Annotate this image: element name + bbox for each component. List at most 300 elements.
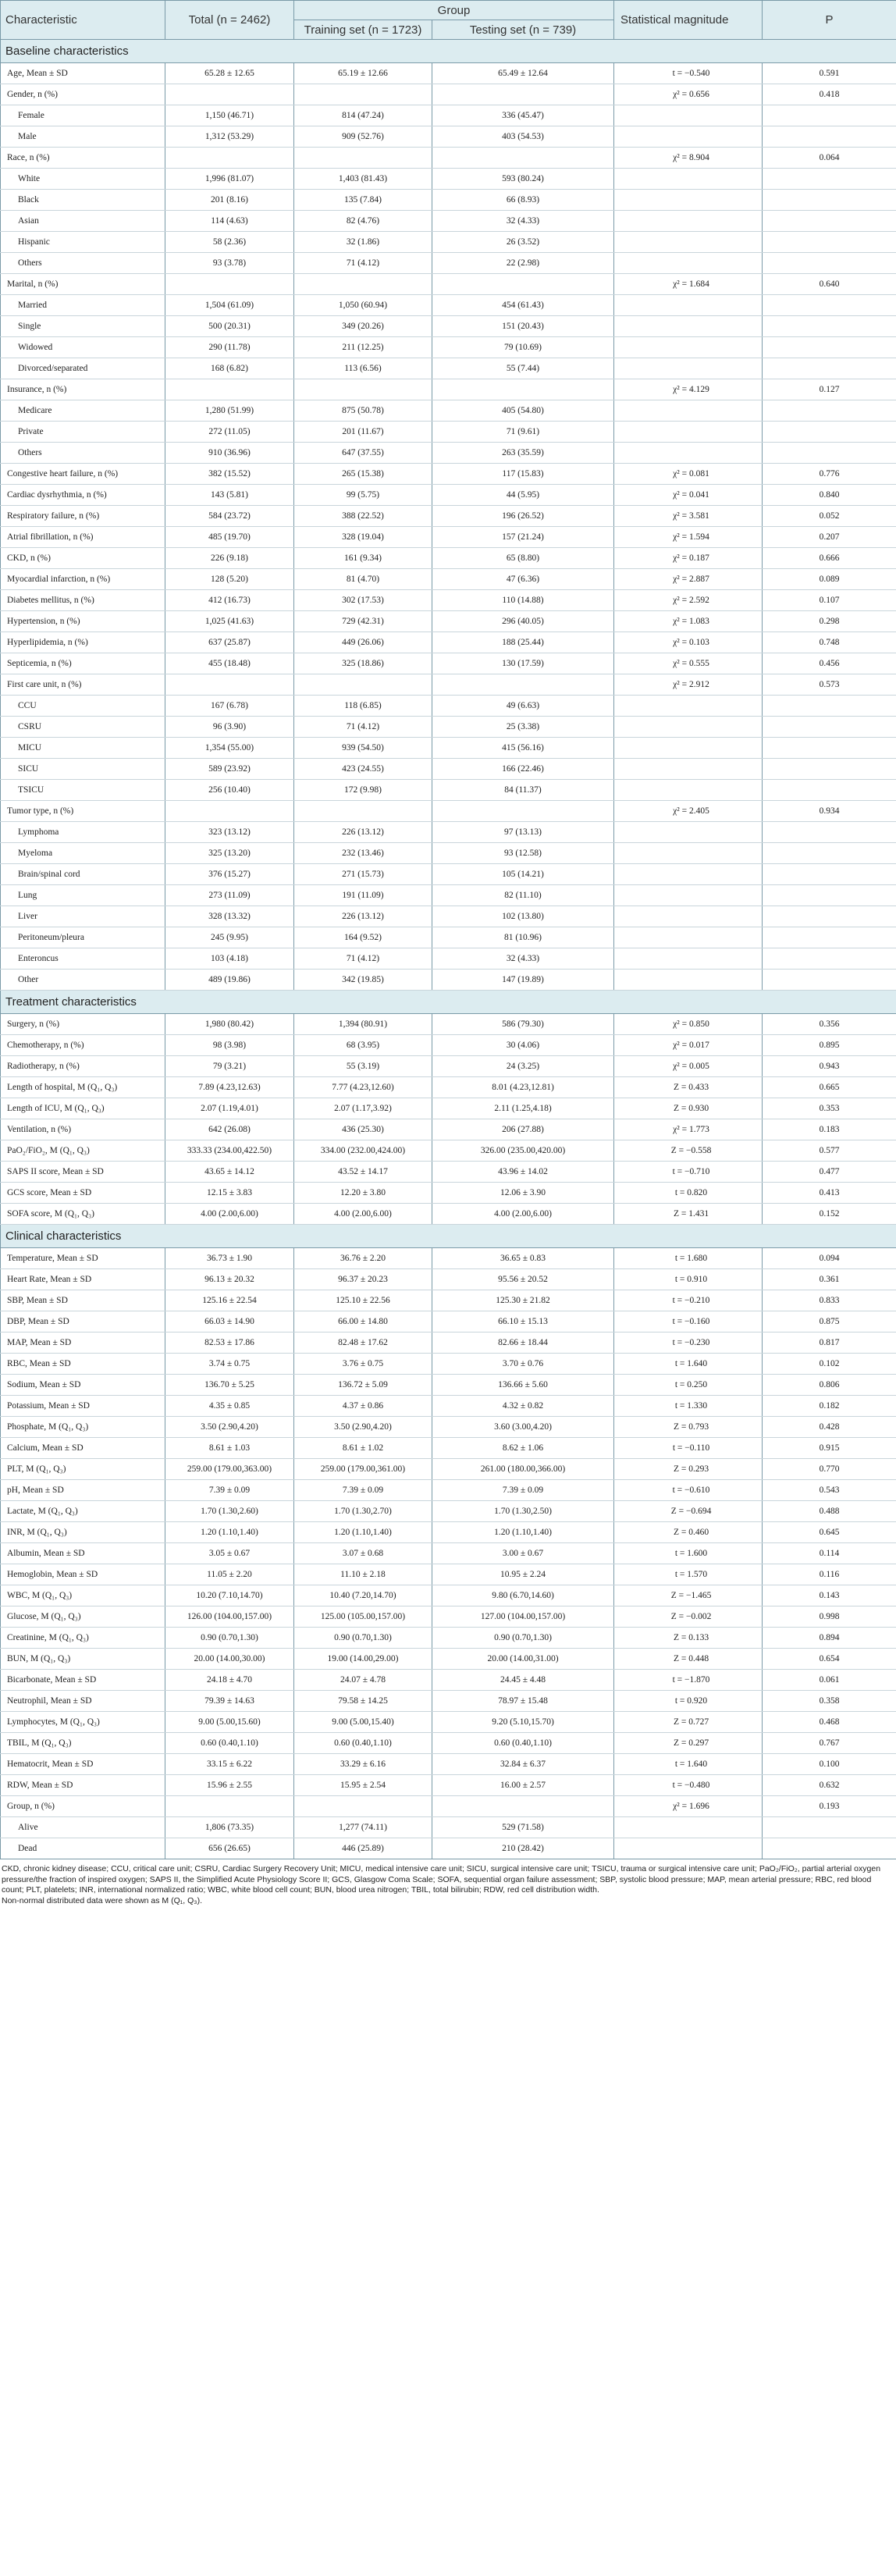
cell-testing: 130 (17.59)	[432, 653, 614, 674]
table-row	[1, 822, 896, 843]
cell-testing	[432, 84, 614, 105]
cell-p	[763, 105, 896, 126]
cell-statistic	[614, 400, 763, 422]
cell-p	[763, 337, 896, 358]
cell-statistic: Z = −0.002	[614, 1606, 763, 1628]
cell-training: 211 (12.25)	[294, 337, 432, 358]
cell-statistic: t = 1.570	[614, 1564, 763, 1585]
cell-statistic	[614, 422, 763, 443]
cell-training: 4.37 ± 0.86	[294, 1396, 432, 1417]
table-row	[1, 506, 896, 527]
cell-testing: 7.39 ± 0.09	[432, 1480, 614, 1501]
cell-testing	[432, 674, 614, 696]
table-row	[1, 927, 896, 948]
cell-p: 0.193	[763, 1796, 896, 1817]
cell-testing: 147 (19.89)	[432, 970, 614, 991]
cell-statistic: t = 1.640	[614, 1354, 763, 1375]
cell-total: 245 (9.95)	[165, 927, 294, 948]
cell-p: 0.298	[763, 611, 896, 632]
cell-p: 0.894	[763, 1628, 896, 1649]
row-label: Race, n (%)	[1, 148, 165, 169]
cell-statistic: χ² = 8.904	[614, 148, 763, 169]
table-row	[1, 590, 896, 611]
cell-testing: 97 (13.13)	[432, 822, 614, 843]
cell-training: 24.07 ± 4.78	[294, 1670, 432, 1691]
table-row	[1, 696, 896, 717]
cell-statistic: χ² = 0.005	[614, 1056, 763, 1077]
cell-statistic: Z = −0.558	[614, 1140, 763, 1162]
cell-training	[294, 84, 432, 105]
cell-total: 910 (36.96)	[165, 443, 294, 464]
row-label: Others	[1, 253, 165, 274]
row-label: INR, M (Q₁, Q₃)	[1, 1522, 165, 1543]
cell-p	[763, 316, 896, 337]
cell-total: 328 (13.32)	[165, 906, 294, 927]
cell-statistic	[614, 295, 763, 316]
table-row	[1, 948, 896, 970]
table-row	[1, 1162, 896, 1183]
cell-testing: 196 (26.52)	[432, 506, 614, 527]
table-row	[1, 611, 896, 632]
cell-training: 1,394 (80.91)	[294, 1014, 432, 1035]
cell-training: 19.00 (14.00,29.00)	[294, 1649, 432, 1670]
cell-training: 7.39 ± 0.09	[294, 1480, 432, 1501]
header-group: Group	[294, 1, 614, 20]
cell-total: 485 (19.70)	[165, 527, 294, 548]
table-row	[1, 1564, 896, 1585]
cell-testing: 95.56 ± 20.52	[432, 1269, 614, 1290]
cell-statistic: t = 1.330	[614, 1396, 763, 1417]
cell-p: 0.943	[763, 1056, 896, 1077]
cell-training	[294, 274, 432, 295]
cell-testing: 110 (14.88)	[432, 590, 614, 611]
cell-testing	[432, 379, 614, 400]
cell-testing: 25 (3.38)	[432, 717, 614, 738]
cell-testing: 586 (79.30)	[432, 1014, 614, 1035]
cell-total: 79.39 ± 14.63	[165, 1691, 294, 1712]
cell-training: 334.00 (232.00,424.00)	[294, 1140, 432, 1162]
cell-testing: 166 (22.46)	[432, 759, 614, 780]
table-row	[1, 801, 896, 822]
cell-statistic	[614, 970, 763, 991]
cell-p: 0.468	[763, 1712, 896, 1733]
cell-total: 272 (11.05)	[165, 422, 294, 443]
row-label: Male	[1, 126, 165, 148]
row-label: Congestive heart failure, n (%)	[1, 464, 165, 485]
cell-statistic: Z = 0.297	[614, 1733, 763, 1754]
cell-training: 271 (15.73)	[294, 864, 432, 885]
table-row	[1, 190, 896, 211]
table-row	[1, 232, 896, 253]
cell-statistic: χ² = 2.405	[614, 801, 763, 822]
table-row	[1, 485, 896, 506]
row-label: Liver	[1, 906, 165, 927]
table-row	[1, 148, 896, 169]
cell-statistic: t = 1.600	[614, 1543, 763, 1564]
cell-training: 125.00 (105.00,157.00)	[294, 1606, 432, 1628]
cell-testing: 22 (2.98)	[432, 253, 614, 274]
cell-training: 3.07 ± 0.68	[294, 1543, 432, 1564]
cell-statistic: Z = 1.431	[614, 1204, 763, 1225]
row-label: Cardiac dysrhythmia, n (%)	[1, 485, 165, 506]
cell-p: 0.061	[763, 1670, 896, 1691]
cell-statistic: Z = 0.293	[614, 1459, 763, 1480]
cell-total: 143 (5.81)	[165, 485, 294, 506]
cell-testing: 10.95 ± 2.24	[432, 1564, 614, 1585]
row-label: Widowed	[1, 337, 165, 358]
table-row	[1, 527, 896, 548]
cell-training: 328 (19.04)	[294, 527, 432, 548]
cell-statistic	[614, 358, 763, 379]
cell-p: 0.806	[763, 1375, 896, 1396]
cell-total: 36.73 ± 1.90	[165, 1248, 294, 1269]
cell-total: 1,980 (80.42)	[165, 1014, 294, 1035]
cell-total: 1,312 (53.29)	[165, 126, 294, 148]
cell-training: 939 (54.50)	[294, 738, 432, 759]
cell-p: 0.052	[763, 506, 896, 527]
cell-training: 118 (6.85)	[294, 696, 432, 717]
cell-statistic	[614, 822, 763, 843]
cell-testing: 206 (27.88)	[432, 1119, 614, 1140]
cell-training: 66.00 ± 14.80	[294, 1311, 432, 1332]
row-label: BUN, M (Q₁, Q₃)	[1, 1649, 165, 1670]
cell-p: 0.654	[763, 1649, 896, 1670]
table-row	[1, 1119, 896, 1140]
table-row	[1, 169, 896, 190]
row-label: RDW, Mean ± SD	[1, 1775, 165, 1796]
footnote-normality: Non-normal distributed data were shown as M (Q₁, Q₃).	[2, 1896, 202, 1905]
cell-training: 15.95 ± 2.54	[294, 1775, 432, 1796]
cell-testing: 47 (6.36)	[432, 569, 614, 590]
table-row	[1, 1098, 896, 1119]
cell-p	[763, 190, 896, 211]
table-row	[1, 780, 896, 801]
cell-testing: 49 (6.63)	[432, 696, 614, 717]
table-row	[1, 63, 896, 84]
cell-statistic: χ² = 0.103	[614, 632, 763, 653]
row-label: PaO₂/FiO₂, M (Q₁, Q₃)	[1, 1140, 165, 1162]
cell-testing: 157 (21.24)	[432, 527, 614, 548]
cell-training: 1,050 (60.94)	[294, 295, 432, 316]
row-label: First care unit, n (%)	[1, 674, 165, 696]
cell-testing: 65.49 ± 12.64	[432, 63, 614, 84]
cell-total: 128 (5.20)	[165, 569, 294, 590]
cell-p	[763, 422, 896, 443]
header-testing: Testing set (n = 739)	[432, 20, 614, 40]
cell-training: 164 (9.52)	[294, 927, 432, 948]
row-label: Marital, n (%)	[1, 274, 165, 295]
cell-training	[294, 148, 432, 169]
cell-testing: 102 (13.80)	[432, 906, 614, 927]
cell-statistic: χ² = 2.887	[614, 569, 763, 590]
cell-total: 642 (26.08)	[165, 1119, 294, 1140]
cell-statistic: χ² = 1.594	[614, 527, 763, 548]
table-row	[1, 738, 896, 759]
table-row	[1, 548, 896, 569]
table-row	[1, 1712, 896, 1733]
cell-total	[165, 148, 294, 169]
row-label: SAPS II score, Mean ± SD	[1, 1162, 165, 1183]
table-row	[1, 443, 896, 464]
cell-testing: 36.65 ± 0.83	[432, 1248, 614, 1269]
cell-testing: 296 (40.05)	[432, 611, 614, 632]
cell-testing: 1.70 (1.30,2.50)	[432, 1501, 614, 1522]
cell-training: 814 (47.24)	[294, 105, 432, 126]
cell-testing: 16.00 ± 2.57	[432, 1775, 614, 1796]
cell-testing: 2.11 (1.25,4.18)	[432, 1098, 614, 1119]
table-row	[1, 1775, 896, 1796]
cell-p: 0.361	[763, 1269, 896, 1290]
header-characteristic: Characteristic	[1, 1, 165, 40]
row-label: Length of hospital, M (Q₁, Q₃)	[1, 1077, 165, 1098]
cell-testing: 78.97 ± 15.48	[432, 1691, 614, 1712]
cell-testing: 403 (54.53)	[432, 126, 614, 148]
cell-testing: 81 (10.96)	[432, 927, 614, 948]
cell-p: 0.543	[763, 1480, 896, 1501]
cell-statistic: χ² = 0.555	[614, 653, 763, 674]
cell-p: 0.428	[763, 1417, 896, 1438]
cell-testing: 30 (4.06)	[432, 1035, 614, 1056]
row-label: Surgery, n (%)	[1, 1014, 165, 1035]
cell-p: 0.665	[763, 1077, 896, 1098]
cell-training: 875 (50.78)	[294, 400, 432, 422]
table-row	[1, 759, 896, 780]
cell-total	[165, 674, 294, 696]
cell-total: 489 (19.86)	[165, 970, 294, 991]
cell-statistic: Z = 0.433	[614, 1077, 763, 1098]
cell-total: 103 (4.18)	[165, 948, 294, 970]
table-row	[1, 1375, 896, 1396]
cell-testing: 263 (35.59)	[432, 443, 614, 464]
cell-statistic	[614, 211, 763, 232]
cell-total: 33.15 ± 6.22	[165, 1754, 294, 1775]
cell-training: 232 (13.46)	[294, 843, 432, 864]
cell-total: 382 (15.52)	[165, 464, 294, 485]
cell-testing: 82 (11.10)	[432, 885, 614, 906]
table-row	[1, 1077, 896, 1098]
cell-training: 33.29 ± 6.16	[294, 1754, 432, 1775]
cell-testing: 0.60 (0.40,1.10)	[432, 1733, 614, 1754]
cell-statistic: t = −0.540	[614, 63, 763, 84]
cell-statistic: χ² = 0.850	[614, 1014, 763, 1035]
cell-training	[294, 1796, 432, 1817]
cell-training: 172 (9.98)	[294, 780, 432, 801]
row-label: CKD, n (%)	[1, 548, 165, 569]
cell-total: 3.74 ± 0.75	[165, 1354, 294, 1375]
cell-testing: 125.30 ± 21.82	[432, 1290, 614, 1311]
row-label: Hemoglobin, Mean ± SD	[1, 1564, 165, 1585]
cell-statistic	[614, 253, 763, 274]
cell-statistic: Z = 0.460	[614, 1522, 763, 1543]
cell-p	[763, 443, 896, 464]
cell-total: 82.53 ± 17.86	[165, 1332, 294, 1354]
table-row	[1, 1311, 896, 1332]
cell-statistic: Z = −0.694	[614, 1501, 763, 1522]
row-label: Divorced/separated	[1, 358, 165, 379]
cell-statistic	[614, 126, 763, 148]
table-row	[1, 316, 896, 337]
cell-total: 290 (11.78)	[165, 337, 294, 358]
cell-p	[763, 864, 896, 885]
cell-p: 0.666	[763, 548, 896, 569]
cell-p: 0.817	[763, 1332, 896, 1354]
cell-testing: 261.00 (180.00,366.00)	[432, 1459, 614, 1480]
cell-p: 0.183	[763, 1119, 896, 1140]
cell-p	[763, 400, 896, 422]
row-label: Private	[1, 422, 165, 443]
cell-testing: 188 (25.44)	[432, 632, 614, 653]
table-row	[1, 295, 896, 316]
cell-p	[763, 927, 896, 948]
cell-testing: 55 (7.44)	[432, 358, 614, 379]
cell-training: 68 (3.95)	[294, 1035, 432, 1056]
cell-statistic	[614, 864, 763, 885]
cell-statistic: χ² = 1.773	[614, 1119, 763, 1140]
row-label: Female	[1, 105, 165, 126]
cell-training: 1,403 (81.43)	[294, 169, 432, 190]
cell-testing: 593 (80.24)	[432, 169, 614, 190]
row-label: CCU	[1, 696, 165, 717]
cell-training: 36.76 ± 2.20	[294, 1248, 432, 1269]
cell-testing: 3.60 (3.00,4.20)	[432, 1417, 614, 1438]
cell-testing: 9.20 (5.10,15.70)	[432, 1712, 614, 1733]
cell-total: 1,280 (51.99)	[165, 400, 294, 422]
cell-statistic	[614, 1817, 763, 1838]
table-row	[1, 906, 896, 927]
cell-p: 0.143	[763, 1585, 896, 1606]
cell-p: 0.875	[763, 1311, 896, 1332]
cell-p: 0.116	[763, 1564, 896, 1585]
cell-p	[763, 843, 896, 864]
cell-training: 136.72 ± 5.09	[294, 1375, 432, 1396]
cell-total: 1.20 (1.10,1.40)	[165, 1522, 294, 1543]
cell-testing: 12.06 ± 3.90	[432, 1183, 614, 1204]
cell-training	[294, 801, 432, 822]
row-label: Lymphoma	[1, 822, 165, 843]
row-label: Asian	[1, 211, 165, 232]
cell-total: 201 (8.16)	[165, 190, 294, 211]
cell-training: 8.61 ± 1.02	[294, 1438, 432, 1459]
table-row	[1, 674, 896, 696]
row-label: Length of ICU, M (Q₁, Q₃)	[1, 1098, 165, 1119]
cell-training: 125.10 ± 22.56	[294, 1290, 432, 1311]
cell-total: 12.15 ± 3.83	[165, 1183, 294, 1204]
cell-total	[165, 1796, 294, 1817]
cell-statistic	[614, 759, 763, 780]
cell-p: 0.934	[763, 801, 896, 822]
cell-total: 1,996 (81.07)	[165, 169, 294, 190]
cell-training: 82.48 ± 17.62	[294, 1332, 432, 1354]
cell-training: 4.00 (2.00,6.00)	[294, 1204, 432, 1225]
row-label: Atrial fibrillation, n (%)	[1, 527, 165, 548]
cell-total: 1.70 (1.30,2.60)	[165, 1501, 294, 1522]
cell-p	[763, 696, 896, 717]
table-row	[1, 1140, 896, 1162]
cell-p: 0.207	[763, 527, 896, 548]
section-title: Baseline characteristics	[1, 40, 896, 63]
cell-training: 342 (19.85)	[294, 970, 432, 991]
cell-total	[165, 84, 294, 105]
cell-p: 0.640	[763, 274, 896, 295]
row-label: GCS score, Mean ± SD	[1, 1183, 165, 1204]
cell-statistic: χ² = 0.017	[614, 1035, 763, 1056]
cell-testing: 3.70 ± 0.76	[432, 1354, 614, 1375]
table-row	[1, 358, 896, 379]
cell-p: 0.107	[763, 590, 896, 611]
cell-testing: 9.80 (6.70,14.60)	[432, 1585, 614, 1606]
cell-total: 0.90 (0.70,1.30)	[165, 1628, 294, 1649]
table-row	[1, 864, 896, 885]
cell-p: 0.770	[763, 1459, 896, 1480]
row-label: Creatinine, M (Q₁, Q₃)	[1, 1628, 165, 1649]
cell-statistic: χ² = 4.129	[614, 379, 763, 400]
row-label: Diabetes mellitus, n (%)	[1, 590, 165, 611]
cell-testing: 4.00 (2.00,6.00)	[432, 1204, 614, 1225]
cell-training	[294, 674, 432, 696]
table-row	[1, 1056, 896, 1077]
cell-testing: 151 (20.43)	[432, 316, 614, 337]
table-row	[1, 1396, 896, 1417]
cell-statistic: χ² = 0.041	[614, 485, 763, 506]
cell-testing: 84 (11.37)	[432, 780, 614, 801]
cell-statistic	[614, 190, 763, 211]
cell-training: 43.52 ± 14.17	[294, 1162, 432, 1183]
row-label: Lymphocytes, M (Q₁, Q₃)	[1, 1712, 165, 1733]
cell-testing: 79 (10.69)	[432, 337, 614, 358]
table-row	[1, 105, 896, 126]
table-row	[1, 1628, 896, 1649]
cell-statistic: χ² = 0.081	[614, 464, 763, 485]
cell-testing: 105 (14.21)	[432, 864, 614, 885]
cell-statistic	[614, 337, 763, 358]
cell-total: 1,354 (55.00)	[165, 738, 294, 759]
cell-p: 0.645	[763, 1522, 896, 1543]
cell-p	[763, 970, 896, 991]
cell-p: 0.833	[763, 1290, 896, 1311]
cell-training: 71 (4.12)	[294, 948, 432, 970]
row-label: Medicare	[1, 400, 165, 422]
cell-statistic	[614, 1838, 763, 1859]
cell-total: 65.28 ± 12.65	[165, 63, 294, 84]
row-label: Temperature, Mean ± SD	[1, 1248, 165, 1269]
row-label: MICU	[1, 738, 165, 759]
cell-total: 333.33 (234.00,422.50)	[165, 1140, 294, 1162]
table-row	[1, 1332, 896, 1354]
cell-training: 0.90 (0.70,1.30)	[294, 1628, 432, 1649]
cell-testing: 65 (8.80)	[432, 548, 614, 569]
row-label: Age, Mean ± SD	[1, 63, 165, 84]
cell-training: 909 (52.76)	[294, 126, 432, 148]
row-label: Sodium, Mean ± SD	[1, 1375, 165, 1396]
table-row	[1, 464, 896, 485]
cell-total: 98 (3.98)	[165, 1035, 294, 1056]
cell-training: 436 (25.30)	[294, 1119, 432, 1140]
cell-total	[165, 801, 294, 822]
cell-total: 0.60 (0.40,1.10)	[165, 1733, 294, 1754]
cell-statistic: t = −0.230	[614, 1332, 763, 1354]
cell-training: 99 (5.75)	[294, 485, 432, 506]
cell-training: 729 (42.31)	[294, 611, 432, 632]
row-label: SICU	[1, 759, 165, 780]
cell-statistic: t = −0.110	[614, 1438, 763, 1459]
header-p: P	[763, 1, 896, 40]
table-row	[1, 1733, 896, 1754]
cell-testing: 66.10 ± 15.13	[432, 1311, 614, 1332]
cell-total: 256 (10.40)	[165, 780, 294, 801]
cell-statistic: t = 0.920	[614, 1691, 763, 1712]
cell-training: 449 (26.06)	[294, 632, 432, 653]
cell-statistic: χ² = 2.592	[614, 590, 763, 611]
